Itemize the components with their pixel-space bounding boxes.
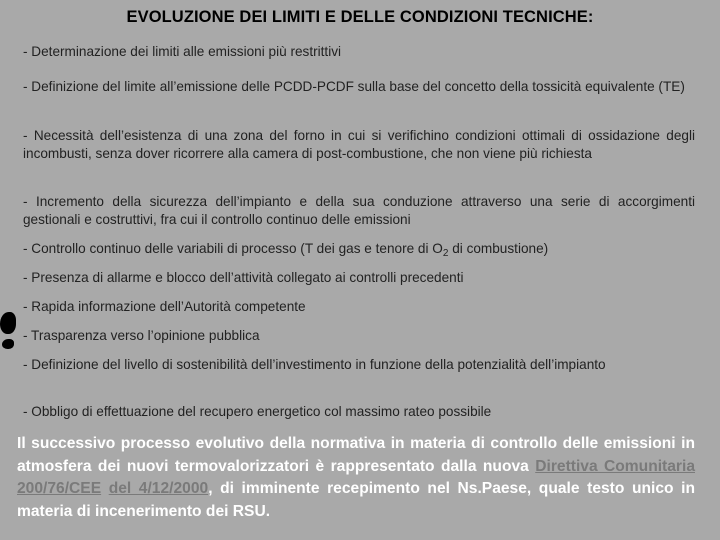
slide-title: EVOLUZIONE DEI LIMITI E DELLE CONDIZIONI TECNICHE: — [126, 8, 594, 26]
list-item-controllo — [23, 240, 695, 263]
list-item: - Definizione del limite all’emissione delle PCDD-PCDF sulla base del concetto della tossicità equivalente (TE) — [23, 79, 685, 94]
list-item: - Necessità dell’esistenza di una zona del forno in cui si verifichino condizioni ottimali di ossidazione degli incombusti, senza dover ricorrere alla camera di post-combustione, che non viene più richiesta — [23, 128, 695, 161]
list-item-text: di combustione) — [448, 241, 549, 256]
list-item: - Rapida informazione dell’Autorità competente — [23, 299, 306, 314]
list-item: - Incremento della sicurezza dell’impianto e della sua conduzione attraverso una serie di accorgimenti gestionali e costruttivi, fra cui il controllo continuo delle emissioni — [23, 194, 695, 227]
list-item: - Determinazione dei limiti alle emissioni più restrittivi — [23, 44, 342, 59]
directive-link[interactable]: Direttiva Comunitaria 200/76/CEE — [17, 457, 695, 497]
list-item: - Obbligo di effettuazione del recupero energetico col massimo rateo possibile — [23, 404, 492, 419]
list-item: - Trasparenza verso l’opinione pubblica — [23, 328, 260, 343]
bottom-paragraph — [17, 433, 695, 523]
list-item: - Presenza di allarme e blocco dell’attività collegato ai controlli precedenti — [23, 270, 464, 285]
ink-blot-decoration — [2, 339, 14, 349]
date-link[interactable]: del 4/12/2000 — [108, 480, 209, 497]
bottom-text — [101, 480, 109, 497]
list-item: - Definizione del livello di sostenibilità dell’investimento in funzione della potenzialità dell’impianto — [23, 357, 606, 372]
ink-blot-decoration — [0, 312, 16, 334]
subscript: 2 — [442, 248, 449, 259]
bottom-text: , di imminente recepimento nel Ns.Paese, quale testo unico in materia di incenerimento dei RSU. — [17, 480, 695, 520]
bottom-text: Il successivo processo evolutivo della normativa in materia di controllo delle emissioni in atmosfera dei nuovi termovalorizzatori è rappresentato dalla nuova — [17, 435, 695, 475]
list-item-text: - Controllo continuo delle variabili di processo (T dei gas e tenore di O — [23, 241, 443, 256]
